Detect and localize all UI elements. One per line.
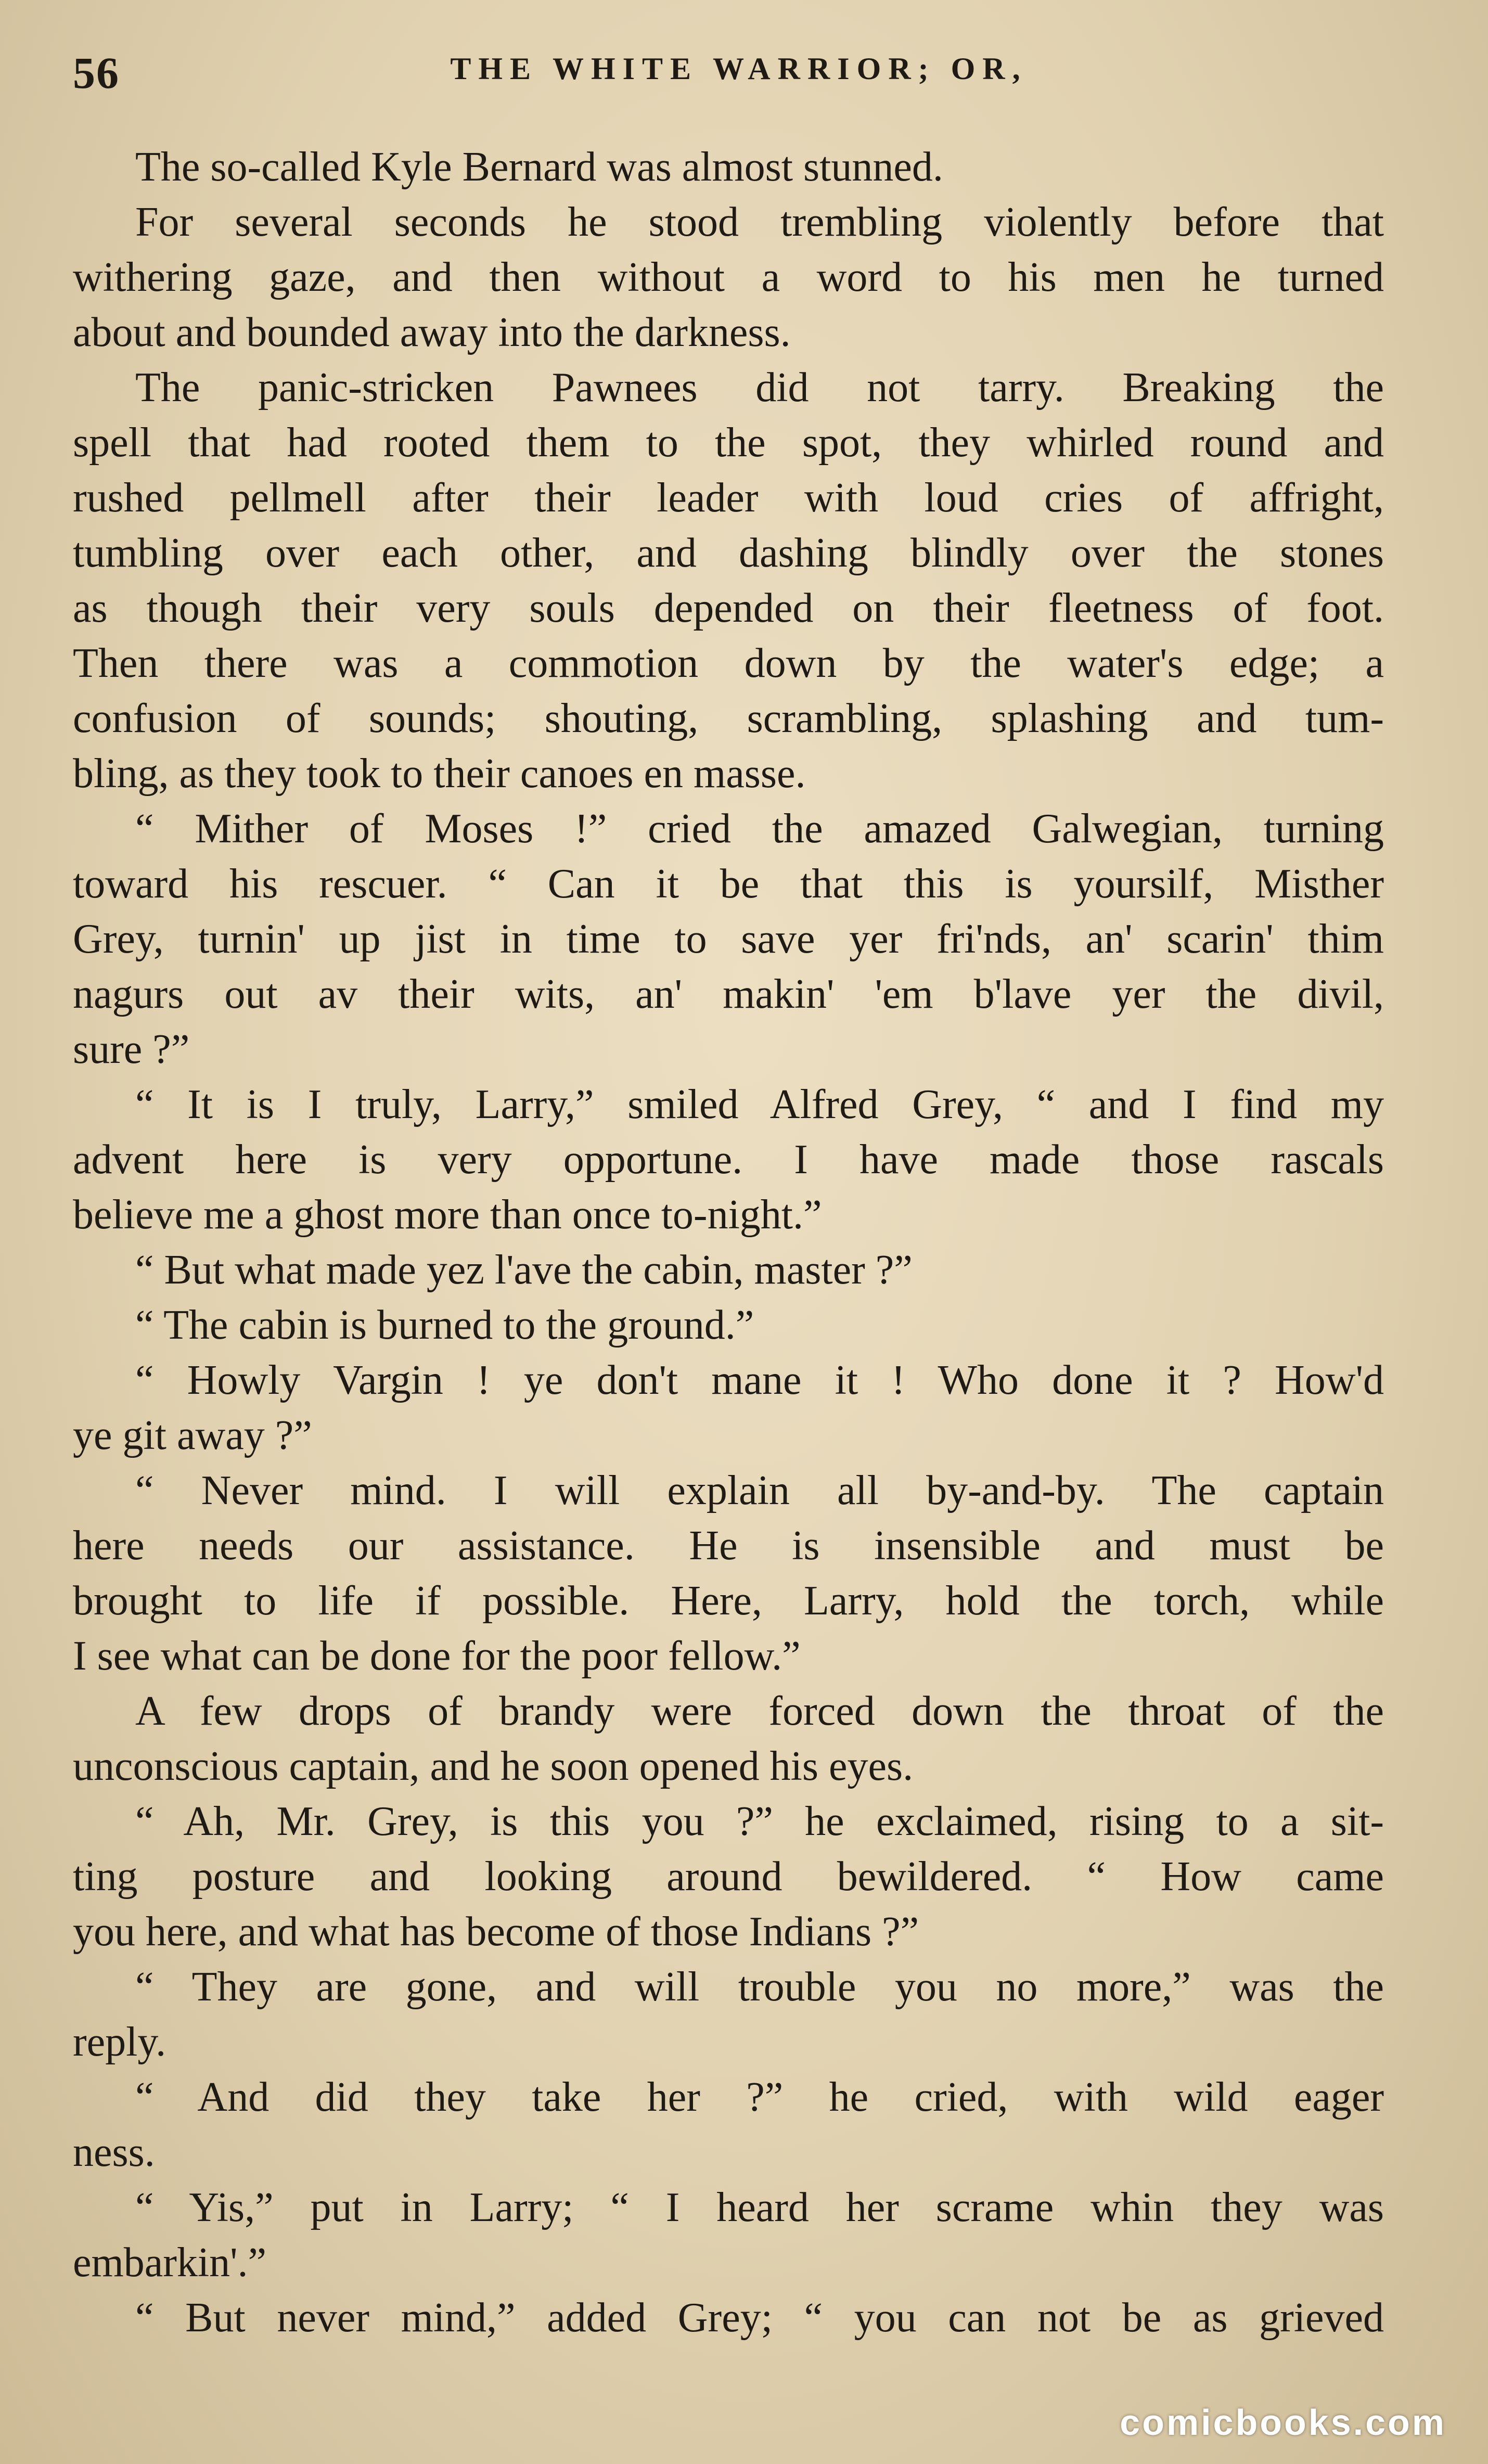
text-line: unconscious captain, and he soon opened his eyes. bbox=[73, 1743, 914, 1789]
text-line: confusion of sounds; shouting, scrambling, splashing and tum- bbox=[73, 696, 1384, 741]
text-line: The so-called Kyle Bernard was almost stunned. bbox=[135, 144, 943, 190]
text-line: reply. bbox=[73, 2019, 166, 2065]
text-line: “ But never mind,” added Grey; “ you can not be as grieved bbox=[135, 2295, 1384, 2341]
text-line: “ But what made yez l'ave the cabin, master ?” bbox=[135, 1247, 913, 1293]
text-line: “ Mither of Moses !” cried the amazed Galwegian, turning bbox=[135, 806, 1384, 852]
text-line: ye git away ?” bbox=[73, 1413, 312, 1458]
text-line: tumbling over each other, and dashing blindly over the stones bbox=[73, 530, 1384, 576]
page-number: 56 bbox=[73, 48, 120, 98]
text-line: sure ?” bbox=[73, 1026, 190, 1072]
text-line: Then there was a commotion down by the water's edge; a bbox=[73, 640, 1384, 686]
text-line: “ Never mind. I will explain all by-and-by. The captain bbox=[135, 1468, 1384, 1513]
text-line: bling, as they took to their canoes en masse. bbox=[73, 751, 806, 797]
text-line: believe me a ghost more than once to-night.” bbox=[73, 1192, 822, 1238]
text-line: A few drops of brandy were forced down the throat of the bbox=[135, 1688, 1384, 1734]
text-line: I see what can be done for the poor fellow.” bbox=[73, 1633, 801, 1679]
text-line: brought to life if possible. Here, Larry, hold the torch, while bbox=[73, 1578, 1384, 1624]
text-line: “ And did they take her ?” he cried, with wild eager bbox=[135, 2074, 1384, 2120]
body-text bbox=[73, 139, 1384, 2345]
text-line: ness. bbox=[73, 2129, 155, 2175]
running-title: THE WHITE WARRIOR; OR, bbox=[450, 52, 1028, 86]
text-line: here needs our assistance. He is insensible and must be bbox=[73, 1523, 1384, 1569]
text-line: The panic-stricken Pawnees did not tarry. Breaking the bbox=[135, 365, 1384, 410]
text-line: For several seconds he stood trembling violently before that bbox=[135, 199, 1384, 245]
text-line: you here, and what has become of those Indians ?” bbox=[73, 1909, 919, 1955]
text-line: about and bounded away into the darkness. bbox=[73, 310, 791, 355]
text-line: withering gaze, and then without a word to his men he turned bbox=[73, 254, 1384, 300]
text-line: “ Yis,” put in Larry; “ I heard her scrame whin they was bbox=[135, 2185, 1384, 2230]
text-line: nagurs out av their wits, an' makin' 'em b'lave yer the divil, bbox=[73, 971, 1384, 1017]
text-line: “ They are gone, and will trouble you no more,” was the bbox=[135, 1964, 1384, 2010]
text-line: Grey, turnin' up jist in time to save yer fri'nds, an' scarin' thim bbox=[73, 916, 1384, 962]
text-line: spell that had rooted them to the spot, they whirled round and bbox=[73, 420, 1384, 466]
text-line: toward his rescuer. “ Can it be that this is yoursilf, Misther bbox=[73, 861, 1384, 907]
watermark: comicbooks.com bbox=[1120, 2402, 1446, 2443]
text-line: “ It is I truly, Larry,” smiled Alfred Grey, “ and I find my bbox=[135, 1082, 1384, 1127]
page-header bbox=[73, 47, 1405, 104]
text-line: “ The cabin is burned to the ground.” bbox=[135, 1302, 754, 1348]
text-line: rushed pellmell after their leader with loud cries of affright, bbox=[73, 475, 1384, 521]
text-line: “ Ah, Mr. Grey, is this you ?” he exclaimed, rising to a sit- bbox=[135, 1799, 1384, 1844]
text-line: ting posture and looking around bewildered. “ How came bbox=[73, 1854, 1384, 1900]
text-line: advent here is very opportune. I have made those rascals bbox=[73, 1137, 1384, 1183]
text-line: as though their very souls depended on their fleetness of foot. bbox=[73, 585, 1384, 631]
text-line: “ Howly Vargin ! ye don't mane it ! Who done it ? How'd bbox=[135, 1357, 1384, 1403]
text-line: embarkin'.” bbox=[73, 2240, 267, 2286]
